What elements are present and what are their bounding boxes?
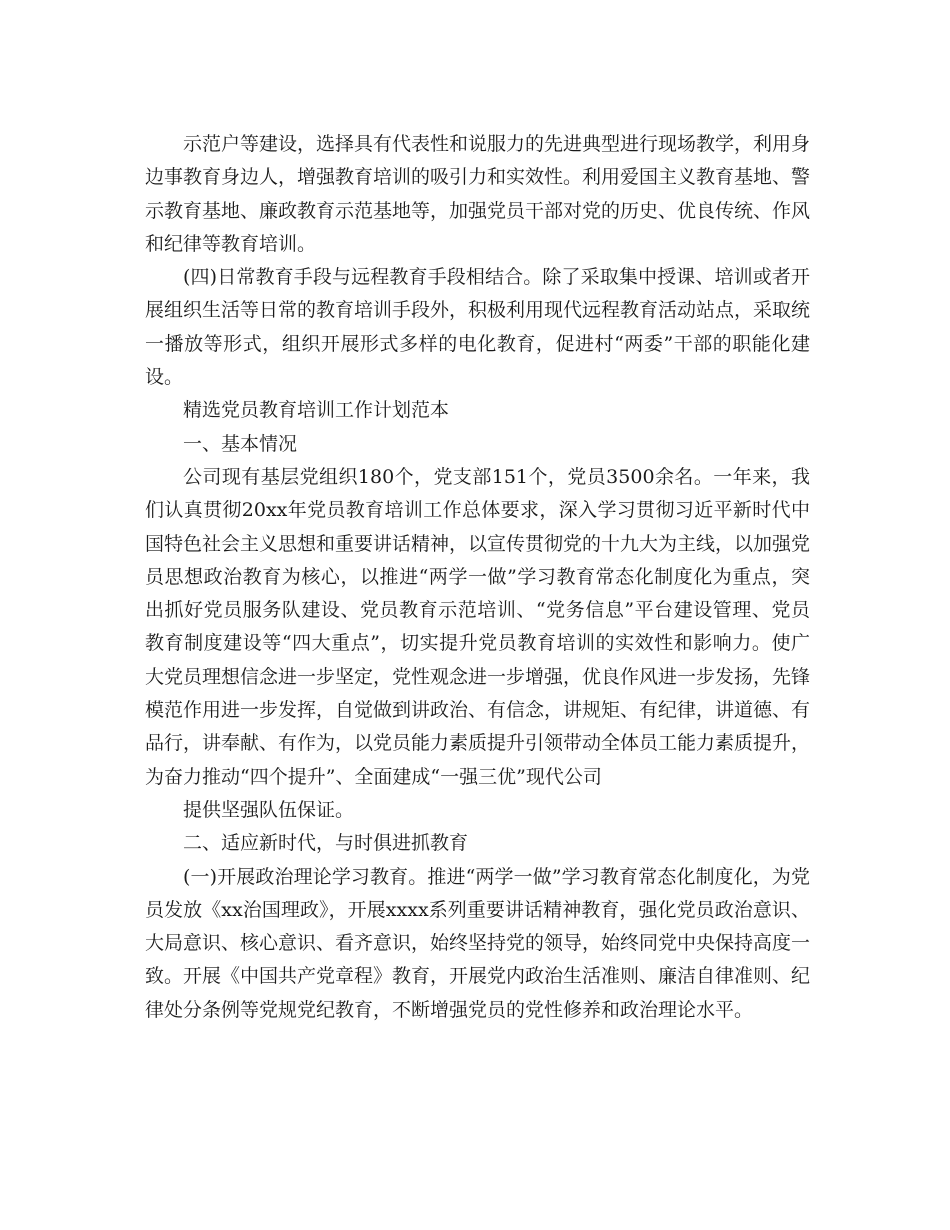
document-body: [145, 128, 810, 1027]
paragraph-company-overview: 公司现有基层党组织180个，党支部151个，党员3500余名。一年来，我们认真贯彻20xx年党员教育培训工作总体要求，深入学习贯彻习近平新时代中国特色社会主义思想和重要讲话精神，以宣传贯彻党的十九大为主线，以加强党员思想政治教育为核心，以推进“两学一做”学习教育常态化制度化为重点，突出抓好党员服务队建设、党员教育示范培训、“党务信息”平台建设管理、党员教育制度建设等“四大重点”，切实提升党员教育培训的实效性和影响力。使广大党员理想信念进一步坚定，党性观念进一步增强，优良作风进一步发扬，先锋模范作用进一步发挥，自觉做到讲政治、有信念，讲规矩、有纪律，讲道德、有品行，讲奉献、有作为，以党员能力素质提升引领带动全体员工能力素质提升，为奋力推动“四个提升”、全面建成“一强三优”现代公司: [145, 465, 811, 788]
paragraph-team-guarantee: 提供坚强队伍保证。: [183, 798, 355, 821]
paragraph-demonstration-teaching: 示范户等建设，选择具有代表性和说服力的先进典型进行现场教学，利用身边事教育身边人，增强教育培训的吸引力和实效性。利用爱国主义教育基地、警示教育基地、廉政教育示范基地等，加强党员干部对党的历史、优良传统、作风和纪律等教育培训。: [145, 133, 811, 255]
section-title-plan: 精选党员教育培训工作计划范本: [183, 399, 450, 422]
paragraph-political-theory: (一)开展政治理论学习教育。推进“两学一做”学习教育常态化制度化，为党员发放《xx治国理政》，开展xxxx系列重要讲话精神教育，强化党员政治意识、大局意识、核心意识、看齐意识，始终坚持党的领导，始终同党中央保持高度一致。开展《中国共产党章程》教育，开展党内政治生活准则、廉洁自律准则、纪律处分条例等党规党纪教育，不断增强党员的党性修养和政治理论水平。: [145, 865, 811, 1021]
heading-new-era-education: 二、适应新时代，与时俱进抓教育: [183, 832, 469, 855]
paragraph-remote-education: (四)日常教育手段与远程教育手段相结合。除了采取集中授课、培训或者开展组织生活等日常的教育培训手段外，积极利用现代远程教育活动站点，采取统一播放等形式，组织开展形式多样的电化教育，促进村“两委”干部的职能化建设。: [145, 266, 811, 389]
heading-basic-situation: 一、基本情况: [183, 432, 298, 455]
